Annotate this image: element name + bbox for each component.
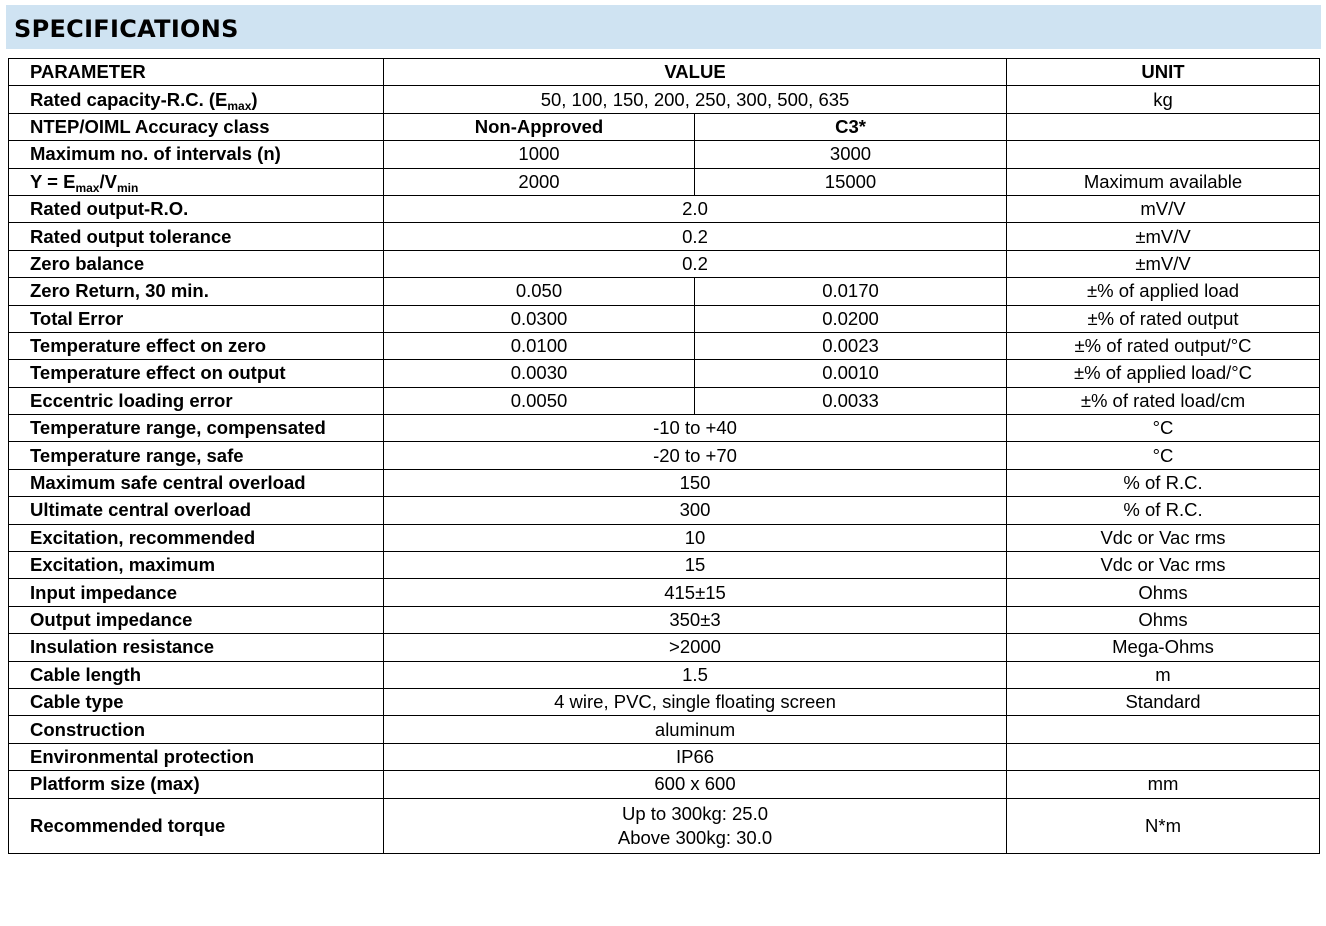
unit-cell: ±mV/V <box>1007 223 1320 250</box>
torque-line-1: Up to 300kg: 25.0 <box>621 802 769 824</box>
table-row <box>9 278 1320 305</box>
value-cell: 600 x 600 <box>384 771 1007 798</box>
param-label: Construction <box>9 716 384 743</box>
table-row <box>9 606 1320 633</box>
table-row <box>9 360 1320 387</box>
unit-cell: % of R.C. <box>1007 497 1320 524</box>
table-row <box>9 168 1320 195</box>
unit-cell: ±% of rated load/cm <box>1007 387 1320 414</box>
table-row <box>9 195 1320 222</box>
section-title: SPECIFICATIONS <box>14 15 239 43</box>
value-cell: 10 <box>384 524 1007 551</box>
unit-cell: % of R.C. <box>1007 469 1320 496</box>
param-label: Cable length <box>9 661 384 688</box>
param-label: Zero Return, 30 min. <box>9 278 384 305</box>
value-non-approved: 0.050 <box>384 278 695 305</box>
table-row <box>9 387 1320 414</box>
value-c3: 0.0023 <box>695 332 1007 359</box>
table-row <box>9 579 1320 606</box>
unit-cell: kg <box>1007 86 1320 113</box>
table-row <box>9 524 1320 551</box>
param-label: Rated capacity-R.C. $(E_{max})$ <box>9 86 384 113</box>
table-row <box>9 688 1320 715</box>
param-label: Input impedance <box>9 579 384 606</box>
unit-cell: ±% of rated output <box>1007 305 1320 332</box>
value-c3: 3000 <box>695 141 1007 168</box>
param-label: Ultimate central overload <box>9 497 384 524</box>
param-label: Maximum safe central overload <box>9 469 384 496</box>
header-unit: UNIT <box>1007 59 1320 86</box>
table-row <box>9 469 1320 496</box>
table-row <box>9 798 1320 853</box>
value-cell: 0.2 <box>384 223 1007 250</box>
param-label: Zero balance <box>9 250 384 277</box>
value-cell: 415±15 <box>384 579 1007 606</box>
param-label: Temperature range, compensated <box>9 415 384 442</box>
param-label: Temperature effect on output <box>9 360 384 387</box>
value-cell: IP66 <box>384 743 1007 770</box>
table-row <box>9 305 1320 332</box>
table-row <box>9 442 1320 469</box>
param-label: NTEP/OIML Accuracy class <box>9 113 384 140</box>
value-cell: 2.0 <box>384 195 1007 222</box>
param-label: Temperature effect on zero <box>9 332 384 359</box>
value-non-approved: 2000 <box>384 168 695 195</box>
table-row <box>9 332 1320 359</box>
param-label: Output impedance <box>9 606 384 633</box>
unit-cell: Ohms <box>1007 579 1320 606</box>
value-cell: 0.2 <box>384 250 1007 277</box>
unit-cell: ±% of applied load/°C <box>1007 360 1320 387</box>
value-cell: -10 to +40 <box>384 415 1007 442</box>
table-row <box>9 716 1320 743</box>
specifications-table <box>8 58 1320 854</box>
param-label: Rated output-R.O. <box>9 195 384 222</box>
table-row <box>9 141 1320 168</box>
header-value: VALUE <box>384 59 1007 86</box>
table-row <box>9 113 1320 140</box>
unit-cell: ±% of applied load <box>1007 278 1320 305</box>
unit-cell: Ohms <box>1007 606 1320 633</box>
param-label: Environmental protection <box>9 743 384 770</box>
unit-cell: ±% of rated output/°C <box>1007 332 1320 359</box>
param-label: $Y = E_{max}/V_{min}$ <box>9 168 384 195</box>
table-row <box>9 497 1320 524</box>
param-label: Platform size (max) <box>9 771 384 798</box>
table-row <box>9 250 1320 277</box>
table-row <box>9 223 1320 250</box>
param-label: Insulation resistance <box>9 634 384 661</box>
header-parameter: PARAMETER <box>9 59 384 86</box>
value-cell: 1.5 <box>384 661 1007 688</box>
table-row <box>9 634 1320 661</box>
value-cell: 350±3 <box>384 606 1007 633</box>
unit-cell <box>1007 141 1320 168</box>
value-cell <box>384 798 1007 853</box>
value-c3: 15000 <box>695 168 1007 195</box>
table-row <box>9 661 1320 688</box>
value-c3: 0.0200 <box>695 305 1007 332</box>
unit-cell: Maximum available <box>1007 168 1320 195</box>
unit-cell: m <box>1007 661 1320 688</box>
unit-cell: N*m <box>1007 798 1320 853</box>
value-non-approved: 0.0100 <box>384 332 695 359</box>
value-non-approved: Non-Approved <box>384 113 695 140</box>
param-label: Temperature range, safe <box>9 442 384 469</box>
param-label: Total Error <box>9 305 384 332</box>
unit-cell: mV/V <box>1007 195 1320 222</box>
param-label: Rated output tolerance <box>9 223 384 250</box>
value-cell: 4 wire, PVC, single floating screen <box>384 688 1007 715</box>
value-c3: 0.0170 <box>695 278 1007 305</box>
value-non-approved: 1000 <box>384 141 695 168</box>
unit-cell <box>1007 716 1320 743</box>
value-cell: >2000 <box>384 634 1007 661</box>
unit-cell: mm <box>1007 771 1320 798</box>
value-cell: aluminum <box>384 716 1007 743</box>
header-row <box>9 59 1320 86</box>
value-cell: 15 <box>384 552 1007 579</box>
unit-cell <box>1007 743 1320 770</box>
param-label: Excitation, recommended <box>9 524 384 551</box>
param-label: Excitation, maximum <box>9 552 384 579</box>
value-cell: 150 <box>384 469 1007 496</box>
unit-cell: Vdc or Vac rms <box>1007 552 1320 579</box>
param-label: Eccentric loading error <box>9 387 384 414</box>
unit-cell: °C <box>1007 442 1320 469</box>
table-row <box>9 86 1320 113</box>
table-row <box>9 743 1320 770</box>
value-cell: -20 to +70 <box>384 442 1007 469</box>
section-banner <box>6 5 1321 49</box>
value-non-approved: 0.0050 <box>384 387 695 414</box>
value-cell: 50, 100, 150, 200, 250, 300, 500, 635 <box>384 86 1007 113</box>
unit-cell <box>1007 113 1320 140</box>
value-non-approved: 0.0030 <box>384 360 695 387</box>
unit-cell: Standard <box>1007 688 1320 715</box>
param-label: Cable type <box>9 688 384 715</box>
param-label: Maximum no. of intervals (n) <box>9 141 384 168</box>
unit-cell: ±mV/V <box>1007 250 1320 277</box>
unit-cell: Mega-Ohms <box>1007 634 1320 661</box>
table-row <box>9 771 1320 798</box>
value-c3: 0.0033 <box>695 387 1007 414</box>
table-row <box>9 415 1320 442</box>
value-cell: 300 <box>384 497 1007 524</box>
unit-cell: °C <box>1007 415 1320 442</box>
torque-line-2: Above 300kg: 30.0 <box>617 826 773 848</box>
table-row <box>9 552 1320 579</box>
value-c3: C3* <box>695 113 1007 140</box>
value-non-approved: 0.0300 <box>384 305 695 332</box>
param-label: Recommended torque <box>9 798 384 853</box>
unit-cell: Vdc or Vac rms <box>1007 524 1320 551</box>
value-c3: 0.0010 <box>695 360 1007 387</box>
